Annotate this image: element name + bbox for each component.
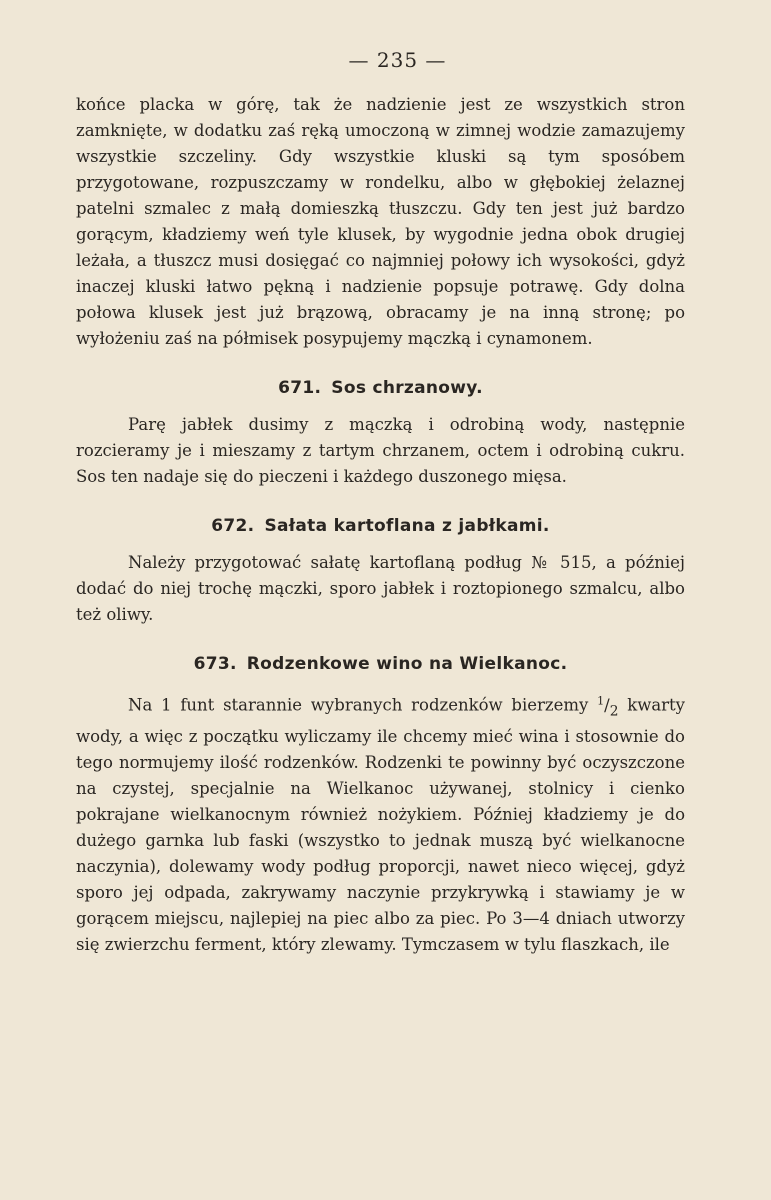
recipe-673-heading [76, 654, 685, 674]
recipe-672-heading [76, 516, 685, 536]
recipe-672-title: Sałata kartoflana z jabłkami. [264, 516, 550, 536]
recipe-672-number: 672. [211, 516, 255, 536]
recipe-671-title: Sos chrzanowy. [331, 378, 483, 398]
intro-paragraph: końce placka w górę, tak że nadzienie jest ze wszystkich stron zamknięte, w dodatku zaś ręką umoczoną w zimnej wodzie zamazujemy wszystkie szczeliny. Gdy wszystkie kluski są tym sposóbem przygotowane, rozpuszczamy w rondelku, albo w głębokiej żelaznej patelni szmalec z małą domieszką tłuszczu. Gdy ten jest już bardzo gorącym, kładziemy weń tyle klusek, by wygodnie jedna obok drugiej leżała, a tłuszcz musi dosięgać co najmniej połowy ich wysokości, gdyż inaczej kluski łatwo pękną i nadzienie popsuje potrawę. Gdy dolna połowa klusek jest już brązową, obracamy je na inną stronę; po wyłożeniu zaś na półmisek posypujemy mączką i cynamonem. [76, 95, 685, 348]
half-fraction: $^1/_2$ [597, 694, 619, 719]
recipe-673-text [76, 688, 685, 958]
recipe-671-heading [76, 378, 685, 398]
fraction-numerator: 1 [597, 694, 605, 707]
recipe-671-text: Parę jabłek dusimy z mączką i odrobiną wody, następnie rozcieramy je i mieszamy z tartym chrzanem, octem i odrobiną cukru. Sos ten nadaje się do pieczeni i każdego duszonego mięsa. [76, 415, 685, 486]
recipe-673-text-start: Na 1 funt starannie wybranych rodzenków bierzemy [128, 695, 598, 715]
page-number: — 235 — [348, 48, 447, 72]
fraction-denominator: 2 [609, 702, 619, 719]
recipe-673-number: 673. [193, 654, 237, 674]
recipe-673-title: Rodzenkowe wino na Wielkanoc. [246, 654, 568, 674]
recipe-671-number: 671. [278, 378, 322, 398]
recipe-672-text: Należy przygotować sałatę kartoflaną podług № 515, a później dodać do niej trochę mączki, sporo jabłek i roztopionego szmalcu, albo też oliwy. [76, 553, 685, 624]
recipe-673-text-rest: kwarty wody, a więc z początku wyliczamy ile chcemy mieć wina i stosownie do tego normujemy ilość rodzenków. Rodzenki te powinny być oczyszczone na czystej, specjalnie na Wielkanoc używanej, stolnicy i cienko pokrajane wielkanocnym również nożykiem. Później kładziemy je do dużego garnka lub faski (wszystko to jednak muszą być wielkanocne naczynia), dolewamy wody podług proporcji, nawet nieco więcej, gdyż sporo jej odpada, zakrywamy naczynie przykrywką i stawiamy je w gorącem miejscu, najlepiej na piec albo za piec. Po 3—4 dniach utworzy się zwierzchu ferment, który zlewamy. Tymczasem w tylu flaszkach, ile [76, 695, 686, 954]
